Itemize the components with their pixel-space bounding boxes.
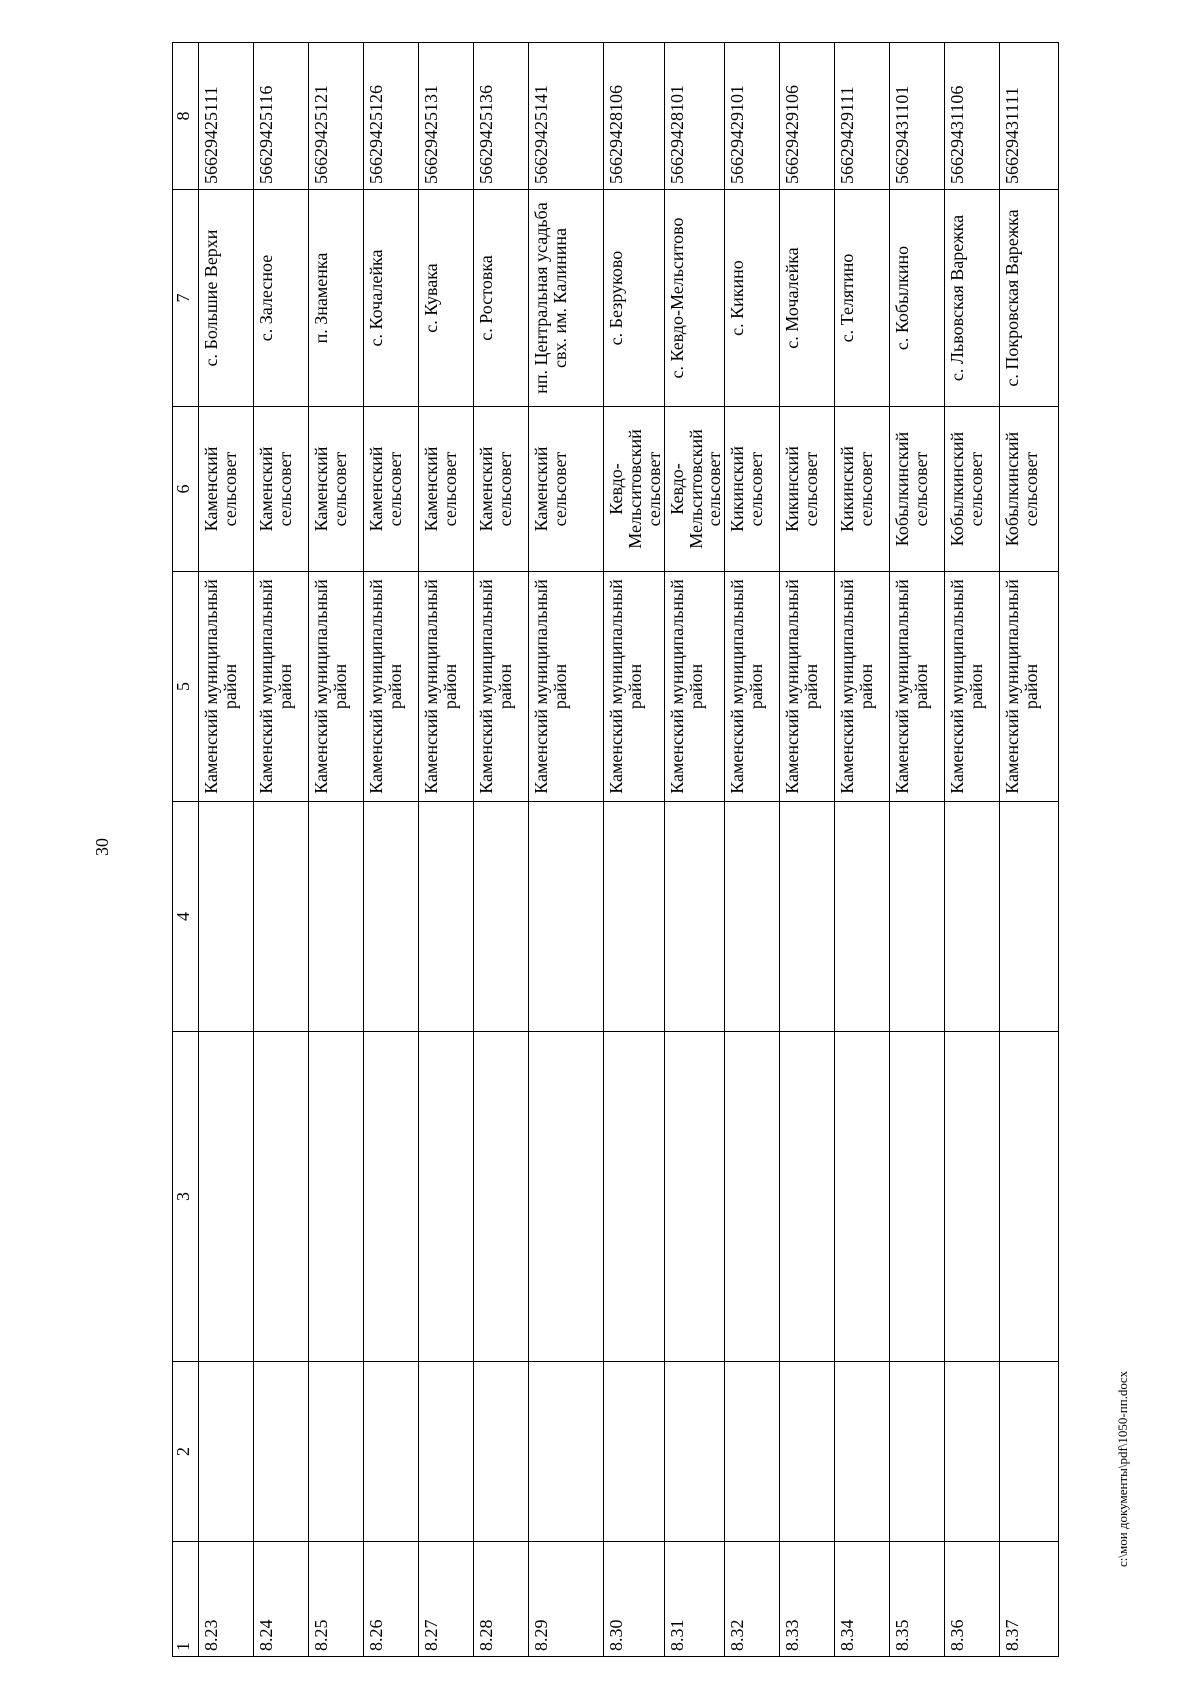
cell-c5: Каменский муниципальный район bbox=[890, 572, 945, 802]
header-col-7: 7 bbox=[173, 190, 199, 407]
cell-c2 bbox=[890, 1362, 945, 1542]
cell-c4 bbox=[780, 802, 835, 1032]
cell-c5: Каменский муниципальный район bbox=[604, 572, 665, 802]
cell-c1: 8.23 bbox=[199, 1542, 254, 1657]
cell-c1: 8.31 bbox=[664, 1542, 725, 1657]
cell-c4 bbox=[199, 802, 254, 1032]
cell-c8: 56629425131 bbox=[419, 43, 474, 190]
cell-c7: п. Знаменка bbox=[309, 190, 364, 407]
table-row bbox=[1000, 43, 1059, 1657]
cell-c2 bbox=[835, 1362, 890, 1542]
cell-c4 bbox=[664, 802, 725, 1032]
cell-c7: с. Кевдо-Мельситово bbox=[664, 190, 725, 407]
header-col-2: 2 bbox=[173, 1362, 199, 1542]
cell-c7: с. Мочалейка bbox=[780, 190, 835, 407]
table-row bbox=[309, 43, 364, 1657]
cell-c1: 8.24 bbox=[254, 1542, 309, 1657]
cell-c6: Каменский сельсовет bbox=[309, 407, 364, 572]
cell-c4 bbox=[604, 802, 665, 1032]
cell-c3 bbox=[945, 1032, 1000, 1362]
cell-c5: Каменский муниципальный район bbox=[780, 572, 835, 802]
settlements-table bbox=[172, 42, 1059, 1657]
cell-c1: 8.35 bbox=[890, 1542, 945, 1657]
cell-c8: 56629431111 bbox=[1000, 43, 1059, 190]
cell-c8: 56629425116 bbox=[254, 43, 309, 190]
cell-c7: с. Залесное bbox=[254, 190, 309, 407]
cell-c3 bbox=[604, 1032, 665, 1362]
cell-c3 bbox=[890, 1032, 945, 1362]
cell-c8: 56629429111 bbox=[835, 43, 890, 190]
cell-c6: Каменский сельсовет bbox=[364, 407, 419, 572]
cell-c7: с. Кочалейка bbox=[364, 190, 419, 407]
cell-c5: Каменский муниципальный район bbox=[529, 572, 604, 802]
cell-c3 bbox=[835, 1032, 890, 1362]
cell-c4 bbox=[364, 802, 419, 1032]
cell-c6: Кевдо-Мельситовский сельсовет bbox=[664, 407, 725, 572]
cell-c4 bbox=[254, 802, 309, 1032]
cell-c6: Каменский сельсовет bbox=[199, 407, 254, 572]
cell-c1: 8.37 bbox=[1000, 1542, 1059, 1657]
cell-c5: Каменский муниципальный район bbox=[254, 572, 309, 802]
cell-c6: Кикинский сельсовет bbox=[835, 407, 890, 572]
cell-c7: с. Безруково bbox=[604, 190, 665, 407]
cell-c5: Каменский муниципальный район bbox=[725, 572, 780, 802]
cell-c5: Каменский муниципальный район bbox=[945, 572, 1000, 802]
cell-c3 bbox=[419, 1032, 474, 1362]
cell-c8: 56629429106 bbox=[780, 43, 835, 190]
cell-c6: Каменский сельсовет bbox=[529, 407, 604, 572]
table-row bbox=[725, 43, 780, 1657]
table-row bbox=[529, 43, 604, 1657]
cell-c5: Каменский муниципальный район bbox=[664, 572, 725, 802]
cell-c4 bbox=[835, 802, 890, 1032]
cell-c7: с. Большие Верхи bbox=[199, 190, 254, 407]
cell-c8: 56629425126 bbox=[364, 43, 419, 190]
cell-c4 bbox=[474, 802, 529, 1032]
cell-c7: с. Кувака bbox=[419, 190, 474, 407]
cell-c1: 8.25 bbox=[309, 1542, 364, 1657]
cell-c5: Каменский муниципальный район bbox=[474, 572, 529, 802]
table-header-row bbox=[173, 43, 199, 1657]
cell-c2 bbox=[945, 1362, 1000, 1542]
cell-c8: 56629428101 bbox=[664, 43, 725, 190]
cell-c2 bbox=[254, 1362, 309, 1542]
cell-c4 bbox=[725, 802, 780, 1032]
table-row bbox=[474, 43, 529, 1657]
cell-c5: Каменский муниципальный район bbox=[1000, 572, 1059, 802]
cell-c2 bbox=[199, 1362, 254, 1542]
cell-c8: 56629425141 bbox=[529, 43, 604, 190]
cell-c4 bbox=[419, 802, 474, 1032]
cell-c2 bbox=[529, 1362, 604, 1542]
cell-c8: 56629425111 bbox=[199, 43, 254, 190]
cell-c7: с. Львовская Варежка bbox=[945, 190, 1000, 407]
cell-c8: 56629425136 bbox=[474, 43, 529, 190]
cell-c2 bbox=[780, 1362, 835, 1542]
cell-c3 bbox=[309, 1032, 364, 1362]
cell-c5: Каменский муниципальный район bbox=[835, 572, 890, 802]
cell-c2 bbox=[364, 1362, 419, 1542]
cell-c1: 8.27 bbox=[419, 1542, 474, 1657]
cell-c4 bbox=[1000, 802, 1059, 1032]
table-row bbox=[419, 43, 474, 1657]
cell-c1: 8.32 bbox=[725, 1542, 780, 1657]
cell-c4 bbox=[945, 802, 1000, 1032]
cell-c2 bbox=[309, 1362, 364, 1542]
cell-c6: Каменский сельсовет bbox=[419, 407, 474, 572]
cell-c4 bbox=[890, 802, 945, 1032]
cell-c2 bbox=[419, 1362, 474, 1542]
cell-c5: Каменский муниципальный район bbox=[419, 572, 474, 802]
cell-c3 bbox=[474, 1032, 529, 1362]
cell-c3 bbox=[254, 1032, 309, 1362]
cell-c8: 56629431106 bbox=[945, 43, 1000, 190]
cell-c8: 56629429101 bbox=[725, 43, 780, 190]
cell-c5: Каменский муниципальный район bbox=[309, 572, 364, 802]
cell-c2 bbox=[604, 1362, 665, 1542]
cell-c6: Кикинский сельсовет bbox=[780, 407, 835, 572]
cell-c1: 8.34 bbox=[835, 1542, 890, 1657]
cell-c1: 8.28 bbox=[474, 1542, 529, 1657]
cell-c6: Кобылкинский сельсовет bbox=[1000, 407, 1059, 572]
table-row bbox=[604, 43, 665, 1657]
cell-c7: с. Телятино bbox=[835, 190, 890, 407]
cell-c1: 8.30 bbox=[604, 1542, 665, 1657]
cell-c3 bbox=[780, 1032, 835, 1362]
cell-c2 bbox=[725, 1362, 780, 1542]
cell-c1: 8.29 bbox=[529, 1542, 604, 1657]
cell-c3 bbox=[199, 1032, 254, 1362]
table-row bbox=[254, 43, 309, 1657]
cell-c3 bbox=[529, 1032, 604, 1362]
cell-c3 bbox=[725, 1032, 780, 1362]
cell-c1: 8.36 bbox=[945, 1542, 1000, 1657]
cell-c1: 8.26 bbox=[364, 1542, 419, 1657]
cell-c7: с. Кобылкино bbox=[890, 190, 945, 407]
cell-c6: Кевдо-Мельситовский сельсовет bbox=[604, 407, 665, 572]
footer-file-path: c:\мои документы\pdf\1050-пп.docx bbox=[1115, 1370, 1130, 1567]
table-row bbox=[364, 43, 419, 1657]
cell-c7: с. Покровская Варежка bbox=[1000, 190, 1059, 407]
table-row bbox=[890, 43, 945, 1657]
table-row bbox=[945, 43, 1000, 1657]
cell-c6: Кобылкинский сельсовет bbox=[890, 407, 945, 572]
cell-c3 bbox=[664, 1032, 725, 1362]
header-col-6: 6 bbox=[173, 407, 199, 572]
cell-c6: Каменский сельсовет bbox=[474, 407, 529, 572]
header-col-1: 1 bbox=[173, 1542, 199, 1657]
table-row bbox=[835, 43, 890, 1657]
cell-c3 bbox=[364, 1032, 419, 1362]
cell-c8: 56629428106 bbox=[604, 43, 665, 190]
table-row bbox=[199, 43, 254, 1657]
cell-c8: 56629425121 bbox=[309, 43, 364, 190]
cell-c5: Каменский муниципальный район bbox=[199, 572, 254, 802]
cell-c4 bbox=[529, 802, 604, 1032]
cell-c2 bbox=[1000, 1362, 1059, 1542]
cell-c2 bbox=[474, 1362, 529, 1542]
cell-c7: нп. Центральная усадьба свх. им. Калинина bbox=[529, 190, 604, 407]
cell-c1: 8.33 bbox=[780, 1542, 835, 1657]
cell-c2 bbox=[664, 1362, 725, 1542]
cell-c7: с. Кикино bbox=[725, 190, 780, 407]
header-col-4: 4 bbox=[173, 802, 199, 1032]
page-number: 30 bbox=[92, 838, 112, 856]
cell-c6: Кобылкинский сельсовет bbox=[945, 407, 1000, 572]
cell-c4 bbox=[309, 802, 364, 1032]
cell-c6: Кикинский сельсовет bbox=[725, 407, 780, 572]
cell-c3 bbox=[1000, 1032, 1059, 1362]
cell-c5: Каменский муниципальный район bbox=[364, 572, 419, 802]
header-col-8: 8 bbox=[173, 43, 199, 190]
cell-c7: с. Ростовка bbox=[474, 190, 529, 407]
table-row bbox=[664, 43, 725, 1657]
cell-c6: Каменский сельсовет bbox=[254, 407, 309, 572]
table-row bbox=[780, 43, 835, 1657]
header-col-3: 3 bbox=[173, 1032, 199, 1362]
cell-c8: 56629431101 bbox=[890, 43, 945, 190]
header-col-5: 5 bbox=[173, 572, 199, 802]
